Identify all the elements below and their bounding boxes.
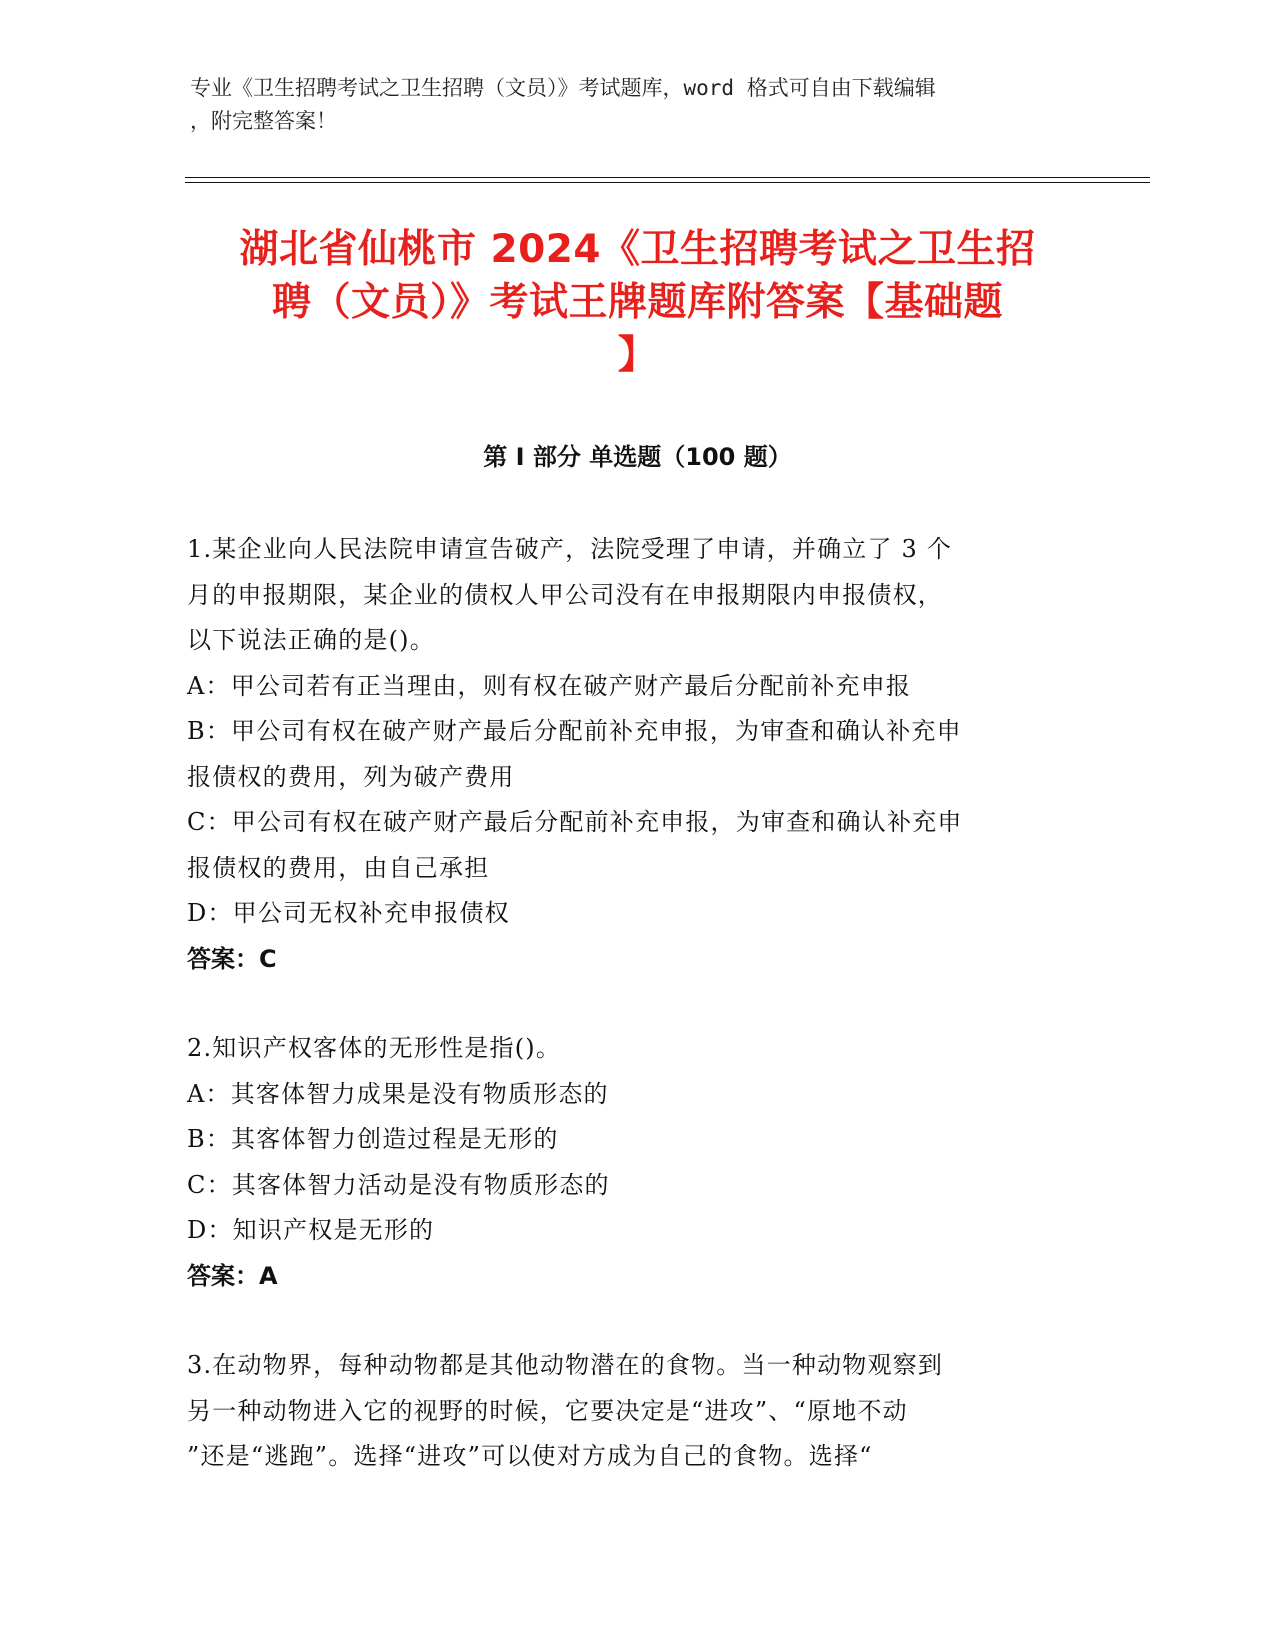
option-a: A：其客体智力成果是没有物质形态的 bbox=[187, 1079, 609, 1108]
question-3 bbox=[187, 1343, 1067, 1480]
answer-label: 答案：C bbox=[187, 944, 277, 973]
section-heading: 第 I 部分 单选题（100 题） bbox=[483, 443, 792, 471]
question-stem-line: 另一种动物进入它的视野的时候，它要决定是“进攻”、“原地不动 bbox=[187, 1396, 908, 1425]
header-note-line: 专业《卫生招聘考试之卫生招聘（文员）》考试题库，word 格式可自由下载编辑 bbox=[190, 76, 936, 100]
title-line: 湖北省仙桃市 2024《卫生招聘考试之卫生招 bbox=[239, 227, 1036, 272]
option-d: D：知识产权是无形的 bbox=[187, 1216, 435, 1244]
option-c: C：甲公司有权在破产财产最后分配前补充申报，为审查和确认补充申 bbox=[187, 808, 963, 836]
question-1 bbox=[187, 527, 1067, 982]
header-rule-bottom bbox=[185, 182, 1150, 183]
option-d: D：甲公司无权补充申报债权 bbox=[187, 899, 510, 927]
option-b-continued: 报债权的费用，列为破产费用 bbox=[187, 762, 515, 791]
question-stem-line: 2.知识产权客体的无形性是指()。 bbox=[187, 1034, 562, 1062]
option-c-continued: 报债权的费用，由自己承担 bbox=[187, 853, 490, 882]
option-a: A：甲公司若有正当理由，则有权在破产财产最后分配前补充申报 bbox=[187, 671, 912, 700]
question-stem-line: 1.某企业向人民法院申请宣告破产，法院受理了申请，并确立了 3 个 bbox=[187, 535, 953, 563]
title-line: 】 bbox=[617, 333, 658, 378]
question-stem-line: ”还是“逃跑”。选择“进攻”可以使对方成为自己的食物。选择“ bbox=[187, 1442, 873, 1470]
question-stem-line: 3.在动物界，每种动物都是其他动物潜在的食物。当一种动物观察到 bbox=[187, 1351, 944, 1379]
header-note-line: ，附完整答案！ bbox=[190, 109, 337, 133]
option-b: B：其客体智力创造过程是无形的 bbox=[187, 1125, 559, 1153]
title-line: 聘（文员）》考试王牌题库附答案【基础题 bbox=[271, 280, 1003, 325]
question-2 bbox=[187, 1026, 1067, 1299]
option-c: C：其客体智力活动是没有物质形态的 bbox=[187, 1170, 610, 1199]
question-list bbox=[187, 527, 1067, 1524]
document-title bbox=[185, 223, 1090, 382]
option-b: B：甲公司有权在破产财产最后分配前补充申报，为审查和确认补充申 bbox=[187, 717, 962, 745]
question-stem-line: 以下说法正确的是()。 bbox=[187, 626, 435, 654]
header-note bbox=[190, 72, 1070, 138]
question-stem-line: 月的申报期限，某企业的债权人甲公司没有在申报期限内申报债权， bbox=[187, 580, 943, 609]
header-rule-top bbox=[185, 177, 1150, 178]
answer-label: 答案：A bbox=[187, 1261, 278, 1290]
